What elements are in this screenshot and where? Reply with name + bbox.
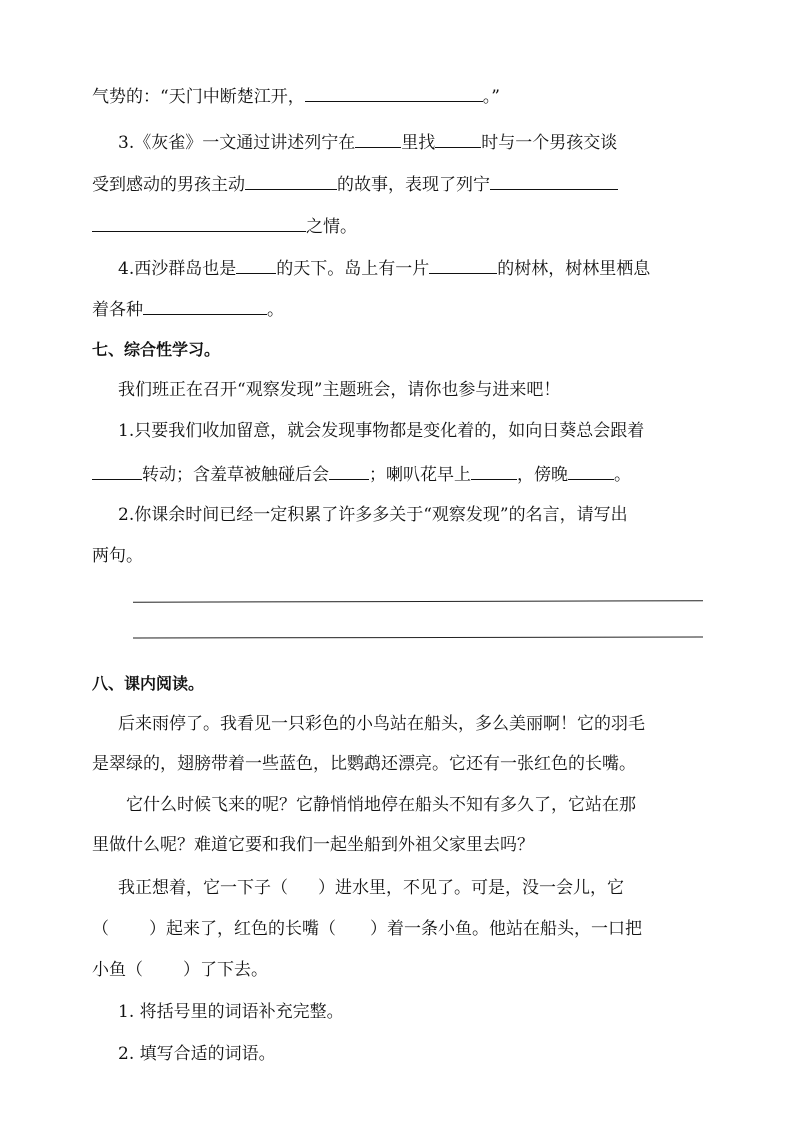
q4-text-e: 。 <box>267 300 284 320</box>
s7-q1-number: 1. <box>118 421 135 441</box>
q3-text-f: 之情。 <box>306 217 357 237</box>
s7-q1-line1 <box>118 419 644 443</box>
q4-text-b: 的天下。岛上有一片 <box>276 259 430 279</box>
q3-blank-object[interactable] <box>435 130 481 148</box>
s7-q1-text-c: ；喇叭花早上 <box>369 465 471 485</box>
q4-number: 4. <box>118 259 135 279</box>
p3-text-b3: ）着一条小鱼。他站在船头，一口把 <box>370 919 642 939</box>
s7-q1-blank-1[interactable] <box>92 462 142 480</box>
q4-line1 <box>118 256 650 281</box>
s7-q1-blank-2[interactable] <box>329 462 369 480</box>
q3-line1 <box>118 130 617 155</box>
passage-p2-line2: 里做什么呢？难道它要和我们一起坐船到外祖父家里去吗？ <box>92 835 534 855</box>
passage-p3-line2 <box>92 917 642 941</box>
q4-blank-3[interactable] <box>143 297 267 315</box>
s7-q1-text-a: 只要我们收加留意，就会发现事物都是变化着的，如向日葵总会跟着 <box>134 421 645 441</box>
q3-number: 3. <box>118 133 135 153</box>
p3-text-a2: ）进水里，不见了。可是，没一会儿，它 <box>318 878 624 898</box>
passage-p1-line2: 是翠绿的，翅膀带着一些蓝色，比鹦鹉还漂亮。它还有一张红色的长嘴。 <box>92 754 636 774</box>
q4-text-c: 的树林，树林里栖息 <box>497 259 651 279</box>
s7-q1-text-d: ，傍晚 <box>517 465 568 485</box>
q3-blank-quality-2[interactable] <box>92 214 306 232</box>
poem-suffix: 。” <box>482 87 500 107</box>
poem-blank[interactable] <box>305 84 483 102</box>
p3-text-b2: ）起来了，红色的长嘴（ <box>149 919 336 939</box>
q3-text-e: 的故事，表现了列宁 <box>337 175 490 195</box>
s7-q1-line2 <box>92 462 631 487</box>
p3-text-c1: 小鱼（ <box>92 960 143 980</box>
q3-blank-place[interactable] <box>355 130 401 148</box>
q3-line3 <box>92 214 357 239</box>
q3-blank-action[interactable] <box>245 172 337 190</box>
q4-blank-2[interactable] <box>429 256 497 274</box>
s7-q2-number: 2. <box>118 505 135 525</box>
q3-text-c: 时与一个男孩交谈 <box>481 133 618 153</box>
q4-blank-1[interactable] <box>236 256 276 274</box>
s7-q2-line1 <box>118 503 628 527</box>
passage-p3-line3 <box>92 958 268 982</box>
s7-q1-text-b: 转动；含羞草被触碰后会 <box>142 465 329 485</box>
q3-text-a: 《灰雀》一文通过讲述列宁在 <box>134 133 356 153</box>
p3-text-c2: ）了下去。 <box>183 960 268 980</box>
q3-text-d: 受到感动的男孩主动 <box>92 175 245 195</box>
q4-text-a: 西沙群岛也是 <box>134 259 237 279</box>
q4-text-d: 着各种 <box>92 300 143 320</box>
section7-intro: 我们班正在召开“观察发现”主题班会，请你也参与进来吧！ <box>118 380 561 400</box>
s7-q1-blank-4[interactable] <box>568 462 614 480</box>
q3-blank-quality-1[interactable] <box>490 172 618 190</box>
q3-line2 <box>92 172 618 197</box>
s8-q2: 2. 填写合适的词语。 <box>118 1044 276 1064</box>
s7-q1-text-e: 。 <box>614 465 631 485</box>
s7-q1-blank-3[interactable] <box>471 462 517 480</box>
s8-q1: 1. 将括号里的词语补充完整。 <box>118 1002 344 1022</box>
passage-p1-line1: 后来雨停了。我看见一只彩色的小鸟站在船头，多么美丽啊！它的羽毛 <box>118 714 645 734</box>
section8-heading: 八、课内阅读。 <box>92 674 205 693</box>
q3-text-b: 里找 <box>401 133 436 153</box>
answer-line-1[interactable] <box>133 600 703 602</box>
poem-prefix: 气势的：“天门中断楚江开， <box>92 87 305 107</box>
p3-text-b1: （ <box>92 919 109 939</box>
s7-q2-line2: 两句。 <box>92 546 143 566</box>
passage-p2-line1: 它什么时候飞来的呢？它静悄悄地停在船头不知有多久了，它站在那 <box>126 795 636 815</box>
passage-p3-line1 <box>118 876 624 900</box>
q4-line2 <box>92 297 284 322</box>
section7-heading: 七、综合性学习。 <box>92 340 221 359</box>
s7-q2-text-a: 你课余时间已经一定积累了许多多关于“观察发现”的名言，请写出 <box>134 505 628 525</box>
poem-fill-line <box>92 84 500 109</box>
answer-line-2[interactable] <box>133 637 703 639</box>
p3-text-a1: 我正想着，它一下子（ <box>118 878 288 898</box>
